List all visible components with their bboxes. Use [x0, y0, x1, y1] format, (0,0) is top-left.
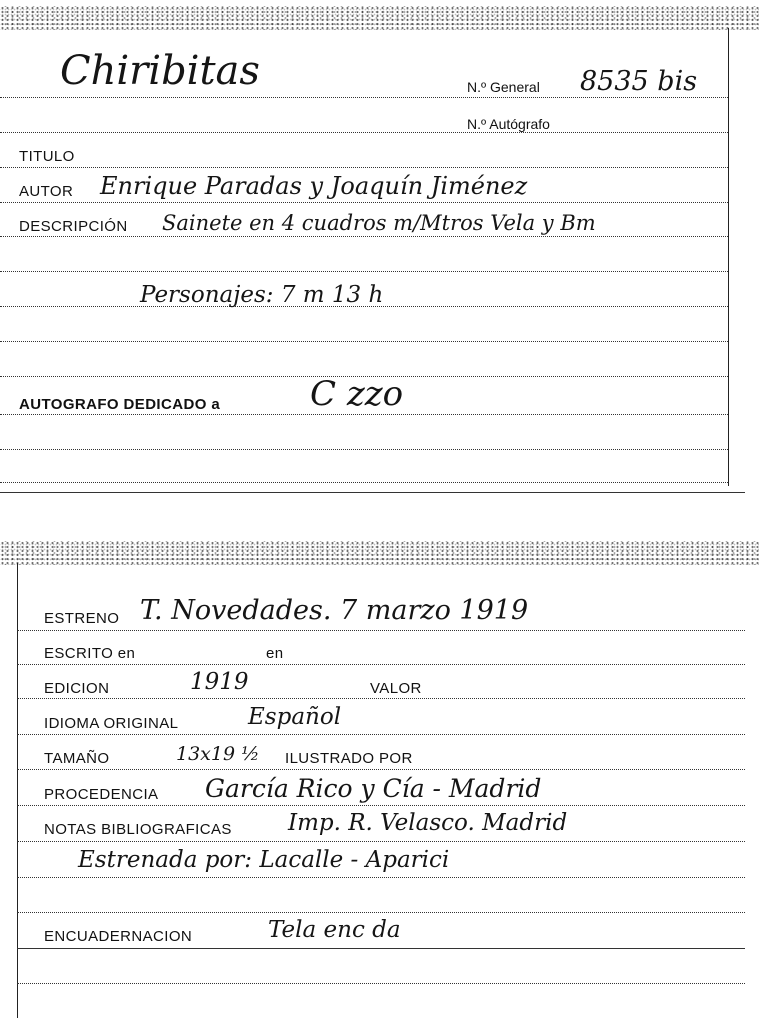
- line-encuadernacion: [17, 948, 745, 949]
- line-12: [0, 482, 728, 483]
- tamano-label: TAMAÑO: [44, 750, 110, 767]
- line-procedencia: [17, 805, 745, 806]
- line-last: [17, 983, 745, 984]
- line-11: [0, 449, 728, 450]
- card-border-left: [17, 563, 18, 1018]
- estreno-value: T. Novedades. 7 marzo 1919: [140, 595, 529, 626]
- work-title: Chiribitas: [60, 48, 260, 94]
- descripcion-value: Sainete en 4 cuadros m/Mtros Vela y Bm: [162, 211, 596, 235]
- general-number-label: N.º General: [467, 79, 540, 95]
- idioma-label: IDIOMA ORIGINAL: [44, 715, 179, 732]
- card-bottom-edge: [0, 492, 745, 493]
- edicion-value: 1919: [190, 669, 249, 695]
- general-number-value: 8535 bis: [580, 66, 698, 97]
- catalog-card-top: [0, 0, 759, 500]
- notas-label: NOTAS BIBLIOGRAFICAS: [44, 821, 232, 838]
- en-label: en: [266, 645, 284, 662]
- autografo-dedicado-value: C zzo: [310, 374, 404, 414]
- titulo-label: TITULO: [19, 148, 75, 165]
- line-10: [0, 414, 728, 415]
- line-notas: [17, 841, 745, 842]
- encuadernacion-value: Tela enc da: [268, 917, 401, 943]
- scan-noise-top-edge: [0, 6, 759, 30]
- line-5: [0, 236, 728, 237]
- catalog-card-bottom: [0, 537, 759, 1028]
- line-4: [0, 202, 728, 203]
- card-border-right: [728, 28, 729, 486]
- line-notas-2: [17, 877, 745, 878]
- line-2: [0, 132, 728, 133]
- scan-noise-bottom-card-edge: [0, 541, 759, 565]
- estreno-label: ESTRENO: [44, 610, 120, 627]
- procedencia-value: García Rico y Cía - Madrid: [205, 774, 542, 803]
- tamano-value: 13x19 ½: [176, 743, 260, 765]
- line-6: [0, 271, 728, 272]
- personajes-value: Personajes: 7 m 13 h: [140, 282, 384, 308]
- line-1: [0, 97, 728, 98]
- autografo-dedicado-label: AUTOGRAFO DEDICADO a: [19, 396, 221, 413]
- ilustrado-label: ILUSTRADO POR: [285, 750, 413, 767]
- line-idioma: [17, 734, 745, 735]
- notas-value-line-2: Estrenada por: Lacalle - Aparici: [78, 847, 450, 873]
- line-8: [0, 341, 728, 342]
- descripcion-label: DESCRIPCIÓN: [19, 218, 128, 235]
- line-escrito: [17, 664, 745, 665]
- line-blank: [17, 912, 745, 913]
- line-tamano: [17, 769, 745, 770]
- line-3: [0, 167, 728, 168]
- edicion-label: EDICION: [44, 680, 110, 697]
- autograph-number-label: N.º Autógrafo: [467, 116, 550, 132]
- escrito-label: ESCRITO en: [44, 645, 136, 662]
- line-estreno: [17, 630, 745, 631]
- encuadernacion-label: ENCUADERNACION: [44, 928, 193, 945]
- valor-label: VALOR: [370, 680, 422, 697]
- line-edicion: [17, 698, 745, 699]
- idioma-value: Español: [248, 704, 342, 730]
- notas-value: Imp. R. Velasco. Madrid: [288, 810, 568, 836]
- procedencia-label: PROCEDENCIA: [44, 786, 159, 803]
- autor-value: Enrique Paradas y Joaquín Jiménez: [100, 172, 528, 200]
- autor-label: AUTOR: [19, 183, 74, 200]
